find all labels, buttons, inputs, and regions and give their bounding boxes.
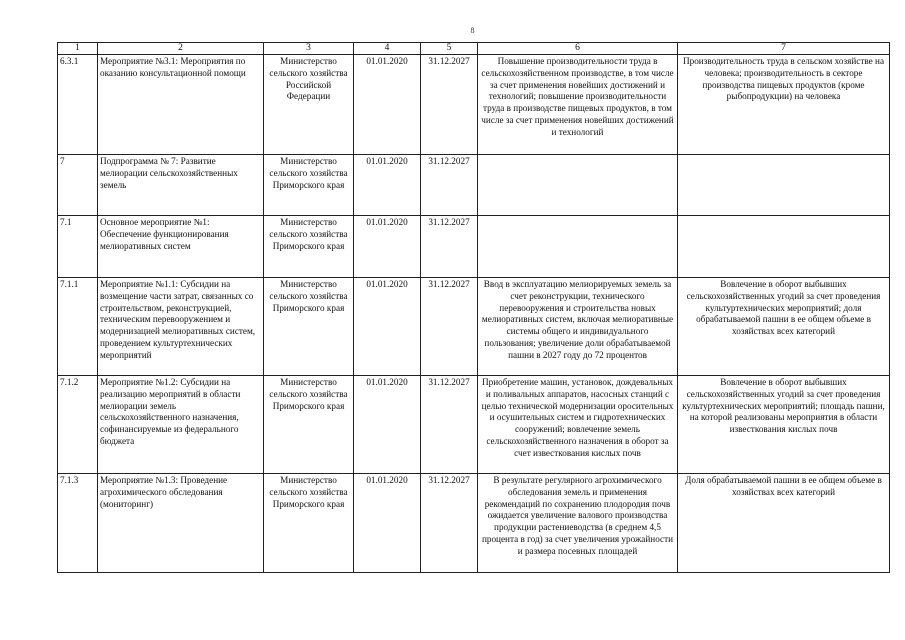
measure-name: Основное мероприятие №1: Обеспечение функционирования мелиоративных систем [98, 216, 264, 278]
row-number: 7.1.2 [58, 376, 98, 474]
expected-result [478, 155, 678, 216]
header-cell: 4 [354, 43, 421, 55]
header-cell: 3 [264, 43, 354, 55]
end-date: 31.12.2027 [421, 155, 478, 216]
measure-name: Подпрограмма № 7: Развитие мелиорации сельскохозяйственных земель [98, 155, 264, 216]
end-date: 31.12.2027 [421, 55, 478, 155]
measure-name: Мероприятие №1.1: Субсидии на возмещение части затрат, связанных со строительством, реконструкцией, техническим перевооружением и модернизацией мелиоративных систем, проведением культуртехнических мероприятий [98, 278, 264, 376]
indicator: Доля обрабатываемой пашни в ее общем объеме в хозяйствах всех категорий [678, 474, 890, 573]
table-row [58, 278, 890, 376]
table-row [58, 155, 890, 216]
measure-name: Мероприятие №1.2: Субсидии на реализацию мероприятий в области мелиорации земель сельскохозяйственного назначения, софинансируемые из федерального бюджета [98, 376, 264, 474]
row-number: 7.1 [58, 216, 98, 278]
indicator: Вовлечение в оборот выбывших сельскохозяйственных угодий за счет проведения культуртехнических мероприятий; площадь пашни, на которой реализованы мероприятия в области известкования кислых почв [678, 376, 890, 474]
table-row [58, 55, 890, 155]
row-number: 7 [58, 155, 98, 216]
indicator [678, 216, 890, 278]
end-date: 31.12.2027 [421, 474, 478, 573]
start-date: 01.01.2020 [354, 474, 421, 573]
executor: Министерство сельского хозяйства Приморского края [264, 376, 354, 474]
expected-result: Повышение производительности труда в сельскохозяйственном производстве, в том числе за счет применения новейших достижений и технологий; повышение производительности труда в производстве пищевых продуктов, в том числе за счет применения новейших достижений и технологий [478, 55, 678, 155]
header-cell: 5 [421, 43, 478, 55]
executor: Министерство сельского хозяйства Приморского края [264, 155, 354, 216]
indicator [678, 155, 890, 216]
table-row [58, 474, 890, 573]
expected-result [478, 216, 678, 278]
table-header-row [58, 43, 890, 55]
header-cell: 1 [58, 43, 98, 55]
header-cell: 7 [678, 43, 890, 55]
expected-result: Ввод в эксплуатацию мелиорируемых земель за счет реконструкции, технического перевооружения и строительства новых мелиоративных систем, включая мелиоративные системы общего и индивидуального пользования; увеличение доли обрабатываемой пашни в 2027 году до 72 процентов [478, 278, 678, 376]
end-date: 31.12.2027 [421, 216, 478, 278]
expected-result: Приобретение машин, установок, дождевальных и поливальных аппаратов, насосных станций с целью технической модернизации оросительных и осушительных систем и гидротехнических сооружений; вовлечение земель сельскохозяйственного назначения в оборот за счет известкования кислых почв [478, 376, 678, 474]
end-date: 31.12.2027 [421, 278, 478, 376]
executor: Министерство сельского хозяйства Приморского края [264, 216, 354, 278]
table-row [58, 216, 890, 278]
start-date: 01.01.2020 [354, 155, 421, 216]
row-number: 6.3.1 [58, 55, 98, 155]
row-number: 7.1.3 [58, 474, 98, 573]
expected-result: В результате регулярного агрохимического обследования земель и применения рекомендаций по сохранению плодородия почв ожидается увеличение валового производства продукции растениеводства (в среднем 4,5 процента в год) за счет увеличения урожайности и размера посевных площадей [478, 474, 678, 573]
indicator: Вовлечение в оборот выбывших сельскохозяйственных угодий за счет проведения культуртехнических мероприятий; доля обрабатываемой пашни в ее общем объеме в хозяйствах всех категорий [678, 278, 890, 376]
start-date: 01.01.2020 [354, 55, 421, 155]
header-cell: 6 [478, 43, 678, 55]
start-date: 01.01.2020 [354, 376, 421, 474]
executor: Министерство сельского хозяйства Приморского края [264, 474, 354, 573]
measure-name: Мероприятие №1.3: Проведение агрохимического обследования (мониторинг) [98, 474, 264, 573]
start-date: 01.01.2020 [354, 278, 421, 376]
executor: Министерство сельского хозяйства Приморского края [264, 278, 354, 376]
page-number: 8 [470, 26, 475, 35]
indicator: Производительность труда в сельском хозяйстве на человека; производительность в секторе производства пищевых продуктов (кроме рыбопродукции) на человека [678, 55, 890, 155]
end-date: 31.12.2027 [421, 376, 478, 474]
table-row [58, 376, 890, 474]
program-table [57, 42, 890, 573]
executor: Министерство сельского хозяйства Российской Федерации [264, 55, 354, 155]
start-date: 01.01.2020 [354, 216, 421, 278]
header-cell: 2 [98, 43, 264, 55]
row-number: 7.1.1 [58, 278, 98, 376]
measure-name: Мероприятие №3.1: Мероприятия по оказанию консультационной помощи [98, 55, 264, 155]
